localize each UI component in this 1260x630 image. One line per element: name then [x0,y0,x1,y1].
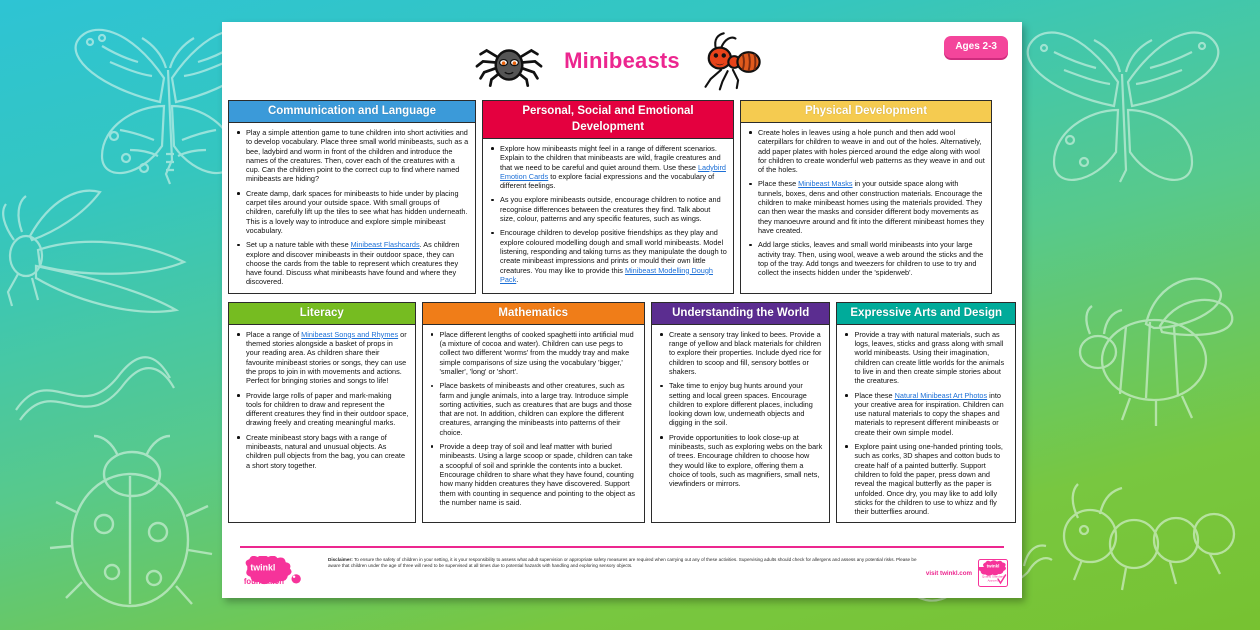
activity-list-literacy [233,330,409,470]
card-title-physical-development: Physical Development [741,101,991,123]
activity-bullet: Create a sensory tray linked to bees. Provide a range of yellow and black materials for children to explore their properties. Include dyed rice for children to scoop and fill, sensory bottles or shakers. [669,330,824,376]
resource-link[interactable]: Minibeast Masks [798,179,853,189]
activity-list-understanding-the-world [656,330,824,489]
foundation-wordmark: foundation [243,577,285,587]
dragonfly-line-art [0,170,220,360]
page-title: Minibeasts [564,48,680,73]
card-title-expressive-arts-and-design: Expressive Arts and Design [837,303,1015,325]
card-expressive-arts-and-design [836,302,1016,524]
card-title-mathematics: Mathematics [423,303,644,325]
activity-bullet: Encourage children to develop positive friendships as they play and explore coloured modelling dough and small world minibeasts. Model listening, responding and taking turns as they manipulate the dough to create minibeast impressions and prints or mould their own little creatures. You may like to provide this Minibeast Modelling Dough Pack. [500,228,727,284]
activity-bullet: Play a simple attention game to tune children into short activities and to develop vocabulary. Place three small world minibeasts, such as a bee, ladybird and worm in front of the children and introduce the names of the creatures. Then, cover each of the creatures with a cup. Can the children point to the correct cup to find where named minibeasts are hiding? [246,128,469,184]
activity-bullet: Provide a tray with natural materials, such as logs, leaves, sticks and grass along with small world minibeasts. Using their imagination, children can create little worlds for the animals to live in and then create simple stories about the creatures. [854,330,1009,386]
activity-bullet: Place a range of Minibeast Songs and Rhymes or themed stories alongside a basket of props in your reading area. As children share their favourite minibeast stories or songs, they can use the props to join in with movements and actions. Perfect for bringing stories and songs to life! [246,329,407,386]
activity-list-communication-and-language [233,128,469,287]
activity-bullet: Place different lengths of cooked spaghetti into artificial mud (a mixture of cocoa and water). Children can use pegs to collect two different 'worms' from the muddy tray and make simple comparisons of size using the vocabulary 'bigger,' 'smaller', 'long' or 'short'. [440,330,638,376]
activity-list-mathematics [427,330,638,507]
resource-link[interactable]: Natural Minibeast Art Photos [894,390,988,400]
activity-list-physical-development [745,128,985,277]
activity-bullet: Provide opportunities to look close-up at minibeasts, such as exploring webs on the bark of trees. Encourage children to choose how they would like to explore, offering them a choice of tools, such as magnifiers, small nets, viewfinders or mirrors. [668,432,823,489]
card-title-literacy: Literacy [229,303,415,325]
disclaimer-text [318,555,926,569]
ages-badge: Ages 2-3 [944,36,1008,58]
sheet-footer [222,546,1022,598]
ant-icon [690,32,764,92]
activity-bullet: Add large sticks, leaves and small world minibeasts into your large activity tray. Then, using wool, weave a web around the sticks and the top of the tray. Add tongs and tweezers for children to use to try and collect the insects hidden under the 'spiderweb'. [758,240,984,278]
disclaimer-label: Disclaimer: [328,557,353,562]
twinkl-wordmark: twinkl [250,562,276,573]
activity-bullet: Set up a nature table with these Minibeast Flashcards. As children explore and discover minibeasts in their outdoor space, they can choose the cards from the table to represent which creatures they have found. Discuss what minibeasts have found and where they discovered. [246,240,469,286]
activity-bullet: Explore how minibeasts might feel in a range of different scenarios. Explain to the children that minibeasts are wild, fragile creatures and that we need to be careful and quiet around them. Use these Ladybird Emotion Cards to explore facial expressions and the vocabulary of different feelings. [500,144,726,191]
activity-bullet: Explore paint using one-handed printing tools, such as corks, 3D shapes and cotton buds to create half of a painted butterfly. Support children to fold the paper, press down and reveal the magical butterfly as the paper is unfolded. Once dry, you may like to add lolly sticks for the children to use to whizz and fly their butterflies around. [854,442,1009,516]
resource-link[interactable]: Minibeast Flashcards [350,240,420,250]
visit-twinkl-link[interactable]: visit twinkl.com [925,569,972,577]
activity-bullet: Place these Natural Minibeast Art Photos into your creative area for inspiration. Children can use natural materials to copy the shapes and materials to represent different minibeasts or create their own simple model. [854,391,1009,437]
resource-link[interactable]: Minibeast Songs and Rhymes [301,329,399,339]
twinkl-quality-badge-icon [978,559,1008,587]
card-literacy [228,302,416,524]
resource-link[interactable]: Ladybird Emotion Cards [500,162,726,181]
sheet-header [222,22,1022,100]
footer-divider [240,546,1004,548]
worm-line-art [10,300,180,450]
resource-link[interactable]: Minibeast Modelling Dough Pack [500,265,713,284]
activity-list-personal-social-and-emotional-development [487,144,727,284]
twinkl-foundation-logo[interactable] [240,556,318,588]
activity-bullet: Take time to enjoy bug hunts around your setting and local green spaces. Encourage children to explore different places, including looking down low, underneath objects and digging in the soil. [669,381,824,427]
disclaimer-body: To ensure the safety of children in your setting, it is your responsibility to assess what adult supervision or appropriate safety measures are required when carrying out any of these activities. Supervising adults should check for allergens and assess any potential risks. Please be aware that children under the age of three will need to be supervised at all times due to potential hazards with handling and exploring sensory objects. [328,557,917,569]
badge-subtitle: Quality Standard [981,574,1005,579]
activity-bullet: Create minibeast story bags with a range of minibeasts, natural and unusual objects. As children pull objects from the bag, you can create a short story together. [246,433,409,470]
card-physical-development [740,100,992,294]
activity-list-expressive-arts-and-design [841,330,1009,517]
activity-bullet: Provide large rolls of paper and mark-making tools for children to draw and represent the different creatures they find in their outdoor space, drawing freely and creating meaningful marks. [246,390,409,428]
badge-wordmark: twinkl [986,563,1000,569]
top-card-row [222,100,1022,294]
card-title-personal-social-and-emotional-development: Personal, Social and Emotional Development [483,101,733,139]
card-understanding-the-world [651,302,831,524]
caterpillar-line-art [1050,440,1250,620]
card-mathematics [422,302,645,524]
activity-bullet: Create holes in leaves using a hole punch and then add wool caterpillars for children to weave in and out of the holes. Alternatively, add paper plates with holes pierced around the edge along with wool for children to create wonderful web patterns as they weave in and out of the holes. [758,128,985,175]
card-title-communication-and-language: Communication and Language [229,101,475,123]
activity-bullet: Place these Minibeast Masks in your outside space along with tunnels, boxes, dens and other construction materials. Encourage the children to make minibeast homes using the materials provided. They can then wear the masks and consider different body movements as they manoeuvre around and fit into the different minibeast homes they have created. [758,179,985,235]
activity-bullet: As you explore minibeasts outside, encourage children to notice and recognise differences between the creatures they find. Talk about size, colour, patterns and any specific features, such as wings. [500,195,727,223]
card-title-understanding-the-world: Understanding the World [652,303,830,325]
butterfly-line-art-right [1010,4,1240,254]
card-personal-social-and-emotional-development [482,100,734,294]
activity-bullet: Create damp, dark spaces for minibeasts to hide under by placing carpet tiles around your outside space. With small groups of children, carefully lift up the tiles to see what has hidden underneath. This is a lovely way to introduce and explore simple minibeast vocabulary. [246,188,468,235]
planning-sheet [222,22,1022,598]
card-communication-and-language [228,100,476,294]
activity-bullet: Provide a deep tray of soil and leaf matter with buried minibeasts. Using a large scoop or spade, children can take a scoopful of soil and sprinkle the contents into a bucket. Encourage children to share what they have found, counting how many hidden creatures they have discovered. Support them with counting in sequence and pointing to the object as the number name is said. [440,442,638,507]
bottom-card-row [222,294,1022,524]
ladybird-line-art [20,420,240,620]
activity-bullet: Place baskets of minibeasts and other creatures, such as farm and jungle animals, into a large tray. Introduce simple sorting activities, such as creatures that are bugs and those that are not. In addition, children can explore the different creatures, arranging the minibeasts into patterns of their choice. [440,381,638,437]
bee-line-art [1050,240,1260,450]
badge-subtitle-2: Approved [987,579,999,583]
